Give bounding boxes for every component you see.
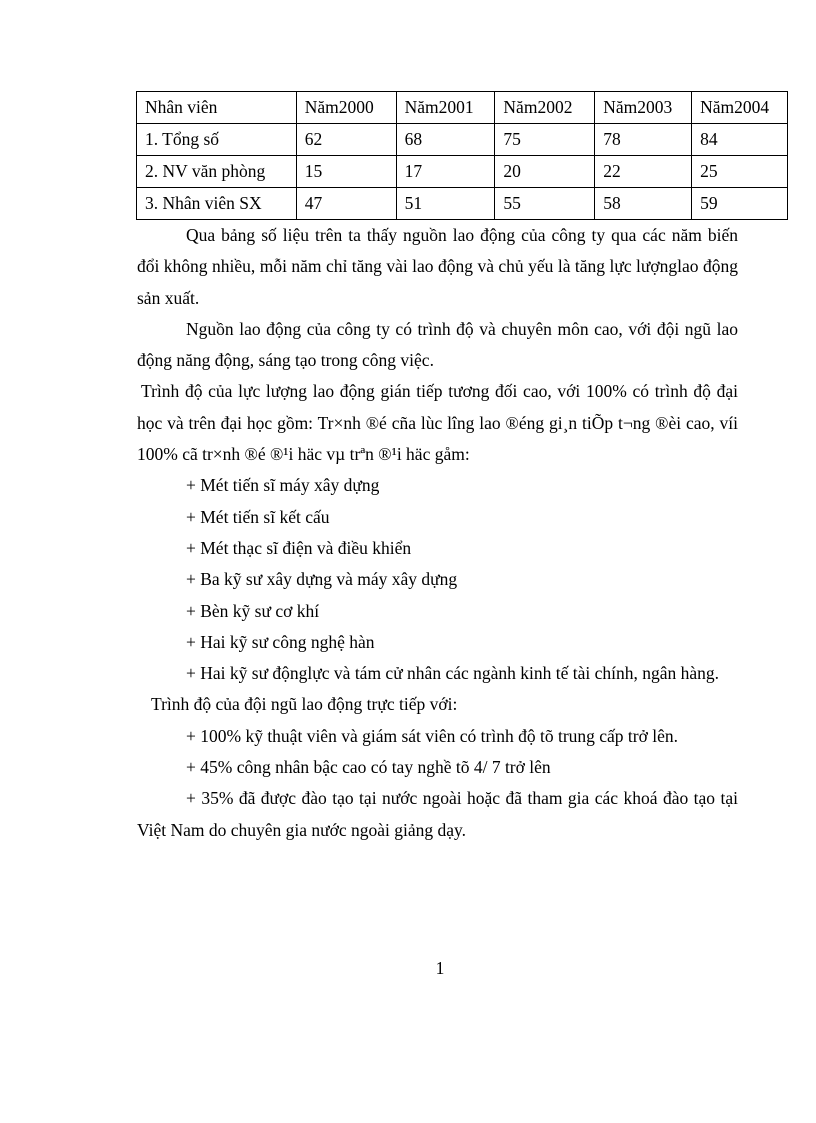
- table-cell: 78: [595, 124, 692, 156]
- table-cell: 58: [595, 188, 692, 220]
- table-cell: 2. NV văn phòng: [137, 156, 297, 188]
- table-header-cell: Năm2002: [495, 92, 595, 124]
- body-text: [137, 220, 738, 846]
- table-row: [137, 124, 788, 156]
- table-header-cell: Năm2003: [595, 92, 692, 124]
- table-cell: 17: [396, 156, 495, 188]
- list-item: + Hai kỹ sư công nghệ hàn: [186, 631, 375, 652]
- table-cell: 51: [396, 188, 495, 220]
- paragraph-labor-trend: Qua bảng số liệu trên ta thấy nguồn lao động của công ty qua các năm biến đổi không nhiều, mỗi năm chỉ tăng vài lao động và chủ yếu là tăng lực lượnglao động sản xuất.: [137, 225, 738, 308]
- list-item: + Bèn kỹ sư cơ khí: [186, 600, 320, 621]
- table-cell: 59: [692, 188, 788, 220]
- table-cell: 20: [495, 156, 595, 188]
- table-cell: 3. Nhân viên SX: [137, 188, 297, 220]
- table-header-cell: Nhân viên: [137, 92, 297, 124]
- table-cell: 84: [692, 124, 788, 156]
- paragraph-direct-labor: Trình độ của đội ngũ lao động trực tiếp với:: [151, 694, 458, 715]
- table-header-row: [137, 92, 788, 124]
- table-row: [137, 188, 788, 220]
- list-item: + 35% đã được đào tạo tại nước ngoài hoặc đã tham gia các khoá đào tạo tại Việt Nam do chuyên gia nước ngoài giảng dạy.: [137, 788, 738, 840]
- page-number: 1: [435, 958, 445, 978]
- table-cell: 1. Tổng số: [137, 124, 297, 156]
- table-cell: 22: [595, 156, 692, 188]
- table-header-cell: Năm2001: [396, 92, 495, 124]
- list-item: + Mét tiến sĩ máy xây dựng: [186, 475, 380, 496]
- list-item: + Hai kỹ sư độnglực và tám cử nhân các ngành kinh tế tài chính, ngân hàng.: [186, 663, 720, 684]
- table-header-cell: Năm2004: [692, 92, 788, 124]
- list-item: + Mét thạc sĩ điện và điều khiển: [186, 537, 412, 558]
- table-cell: 47: [296, 188, 396, 220]
- staff-table: [136, 91, 788, 220]
- table-cell: 15: [296, 156, 396, 188]
- table-cell: 25: [692, 156, 788, 188]
- paragraph-labor-quality: Nguồn lao động của công ty có trình độ và chuyên môn cao, với đội ngũ lao động năng động, sáng tạo trong công việc.: [137, 318, 738, 371]
- table-cell: 62: [296, 124, 396, 156]
- table-cell: 68: [396, 124, 495, 156]
- paragraph-indirect-labor: Trình độ của lực lượng lao động gián tiếp tương đối cao, với 100% có trình độ đại học và trên đại học gồm: Tr×nh ®é cña lùc lîng lao ®éng gi¸n tiÕp t¬ng ®èi cao, víi 100% cã tr×nh ®é ®¹i häc vµ trªn ®¹i häc gåm:: [137, 381, 738, 465]
- table-header-cell: Năm2000: [296, 92, 396, 124]
- table-cell: 55: [495, 188, 595, 220]
- list-item: + Mét tiến sĩ kết cấu: [186, 506, 330, 527]
- list-item: + 100% kỹ thuật viên và giám sát viên có trình độ tõ trung cấp trở lên.: [186, 725, 678, 746]
- table-cell: 75: [495, 124, 595, 156]
- list-item: + Ba kỹ sư xây dựng và máy xây dựng: [186, 569, 458, 590]
- table-row: [137, 156, 788, 188]
- list-item: + 45% công nhân bậc cao có tay nghề tõ 4/ 7 trở lên: [186, 757, 551, 778]
